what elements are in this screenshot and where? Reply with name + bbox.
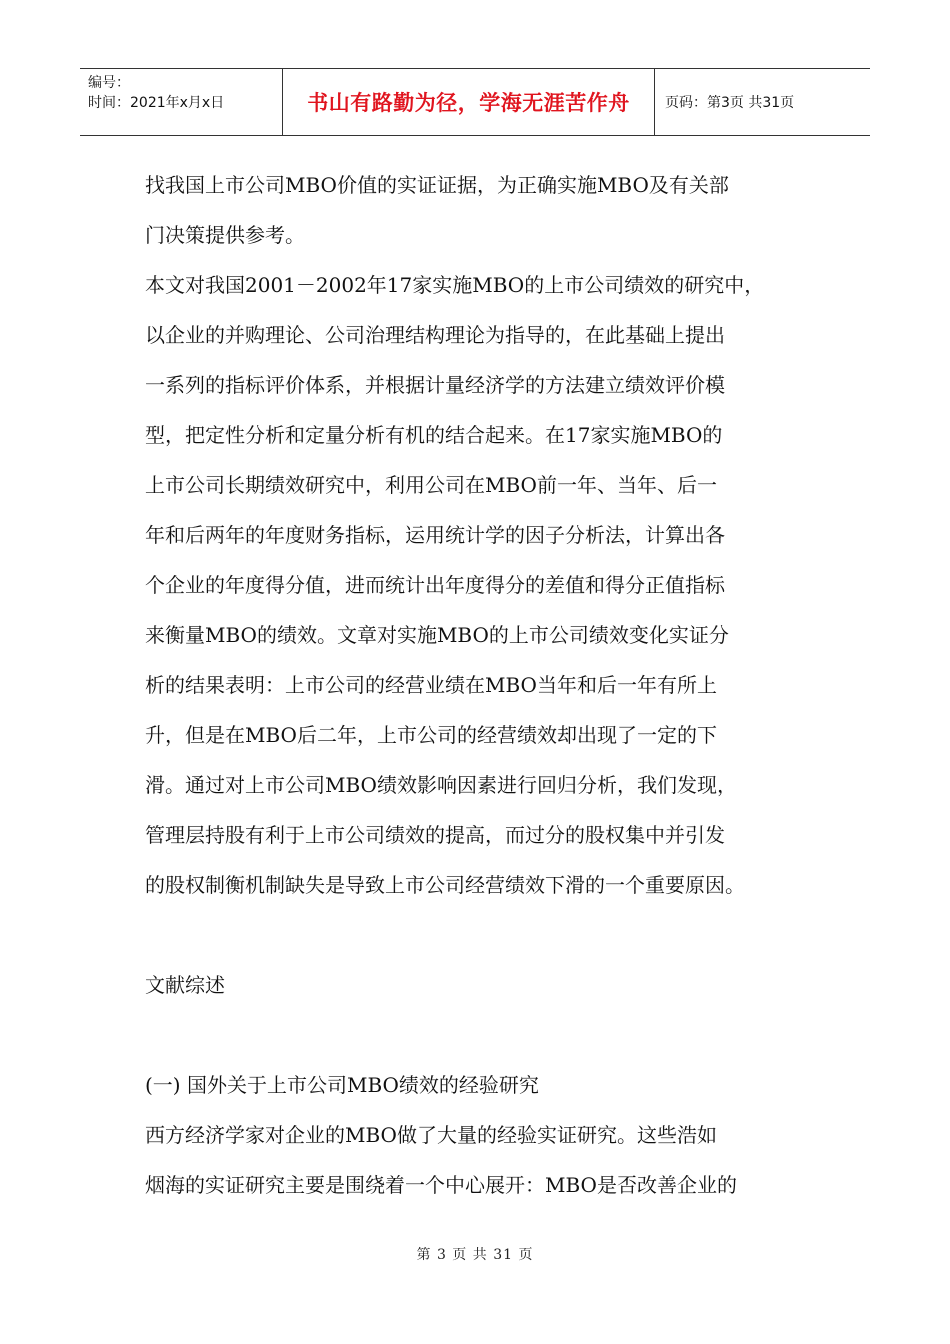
text-line: 年和后两年的年度财务指标，运用统计学的因子分析法，计算出各 bbox=[145, 523, 725, 547]
text-line: 本文对我国2001－2002年17家实施MBO的上市公司绩效的研究中， bbox=[145, 273, 765, 297]
paragraph-1 bbox=[145, 160, 815, 260]
text-line: 找我国上市公司MBO价值的实证证据，为正确实施MBO及有关部 bbox=[145, 173, 729, 197]
header-page-info: 页码：第3页 共31页 bbox=[665, 95, 795, 111]
header-motto: 书山有路勤为径，学海无涯苦作舟 bbox=[283, 69, 655, 135]
number-label: 编号： bbox=[88, 75, 130, 91]
paragraph-2 bbox=[145, 260, 815, 910]
text-line: 来衡量MBO的绩效。文章对实施MBO的上市公司绩效变化实证分 bbox=[145, 623, 729, 647]
text-line: 上市公司长期绩效研究中，利用公司在MBO前一年、当年、后一 bbox=[145, 473, 717, 497]
header-meta bbox=[80, 69, 283, 135]
text-line: 烟海的实证研究主要是围绕着一个中心展开：MBO是否改善企业的 bbox=[145, 1173, 737, 1197]
text-line: 的股权制衡机制缺失是导致上市公司经营绩效下滑的一个重要原因。 bbox=[145, 873, 745, 897]
spacer bbox=[145, 1010, 815, 1060]
text-line: 滑。通过对上市公司MBO绩效影响因素进行回归分析，我们发现， bbox=[145, 773, 737, 797]
text-line: 管理层持股有利于上市公司绩效的提高，而过分的股权集中并引发 bbox=[145, 823, 725, 847]
text-line: 西方经济学家对企业的MBO做了大量的经验实证研究。这些浩如 bbox=[145, 1123, 717, 1147]
subsection-heading: (一) 国外关于上市公司MBO绩效的经验研究 bbox=[145, 1073, 539, 1097]
text-line: 升，但是在MBO后二年，上市公司的经营绩效却出现了一定的下 bbox=[145, 723, 717, 747]
text-line: 一系列的指标评价体系，并根据计量经济学的方法建立绩效评价模 bbox=[145, 373, 725, 397]
text-line: 型，把定性分析和定量分析有机的结合起来。在17家实施MBO的 bbox=[145, 423, 723, 447]
text-line: 析的结果表明：上市公司的经营业绩在MBO当年和后一年有所上 bbox=[145, 673, 717, 697]
paragraph-3 bbox=[145, 1110, 815, 1210]
spacer bbox=[145, 910, 815, 960]
document-body bbox=[145, 160, 815, 1210]
page-footer: 第 3 页 共 31 页 bbox=[416, 1247, 534, 1263]
section-heading: 文献综述 bbox=[145, 973, 225, 997]
page-header bbox=[80, 68, 870, 136]
text-line: 以企业的并购理论、公司治理结构理论为指导的，在此基础上提出 bbox=[145, 323, 725, 347]
text-line: 个企业的年度得分值，进而统计出年度得分的差值和得分正值指标 bbox=[145, 573, 725, 597]
text-line: 门决策提供参考。 bbox=[145, 223, 305, 247]
time-label: 时间：2021年x月x日 bbox=[88, 95, 225, 111]
